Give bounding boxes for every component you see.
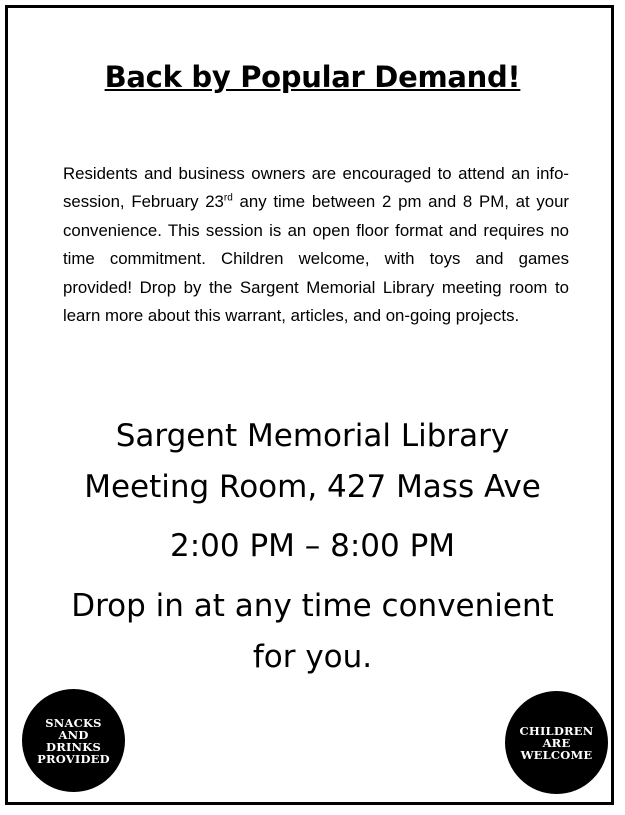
badge-line: PROVIDED	[37, 751, 110, 766]
badge-line: SNACKS	[45, 715, 102, 730]
badge-line: DRINKS	[46, 739, 101, 754]
time-range: 2:00 PM – 8:00 PM	[169, 528, 456, 564]
flyer-title: Back by Popular Demand!	[104, 60, 521, 94]
badge-line: AND	[58, 727, 89, 742]
location-line-2: Meeting Room, 427 Mass Ave	[84, 469, 541, 505]
flyer-description	[63, 160, 569, 330]
location-block	[0, 411, 625, 513]
drop-in-line-2: for you.	[252, 639, 373, 675]
drop-in-block	[0, 581, 625, 683]
badge-text	[520, 725, 594, 761]
snacks-drinks-badge	[22, 689, 125, 792]
location-line-1: Sargent Memorial Library	[115, 418, 510, 454]
badge-line: WELCOME	[520, 747, 593, 762]
description-part-1: Residents and business owners are encouraged to attend an info-session, February 23	[63, 164, 569, 212]
children-welcome-badge	[505, 691, 608, 794]
date-ordinal-suffix: rd	[223, 192, 233, 204]
description-part-2: any time between 2 pm and 8 PM, at your convenience. This session is an open floor format and requires no time commitment. Children welcome, with toys and games provided! Drop by the Sargent Memorial Library meeting room to learn more about this warrant, articles, and on-going projects.	[63, 192, 570, 326]
badge-line: CHILDREN	[519, 723, 594, 738]
badge-line: ARE	[542, 735, 571, 750]
drop-in-line-1: Drop in at any time convenient	[71, 588, 554, 624]
badge-text	[37, 717, 110, 765]
flyer-border	[5, 5, 614, 805]
